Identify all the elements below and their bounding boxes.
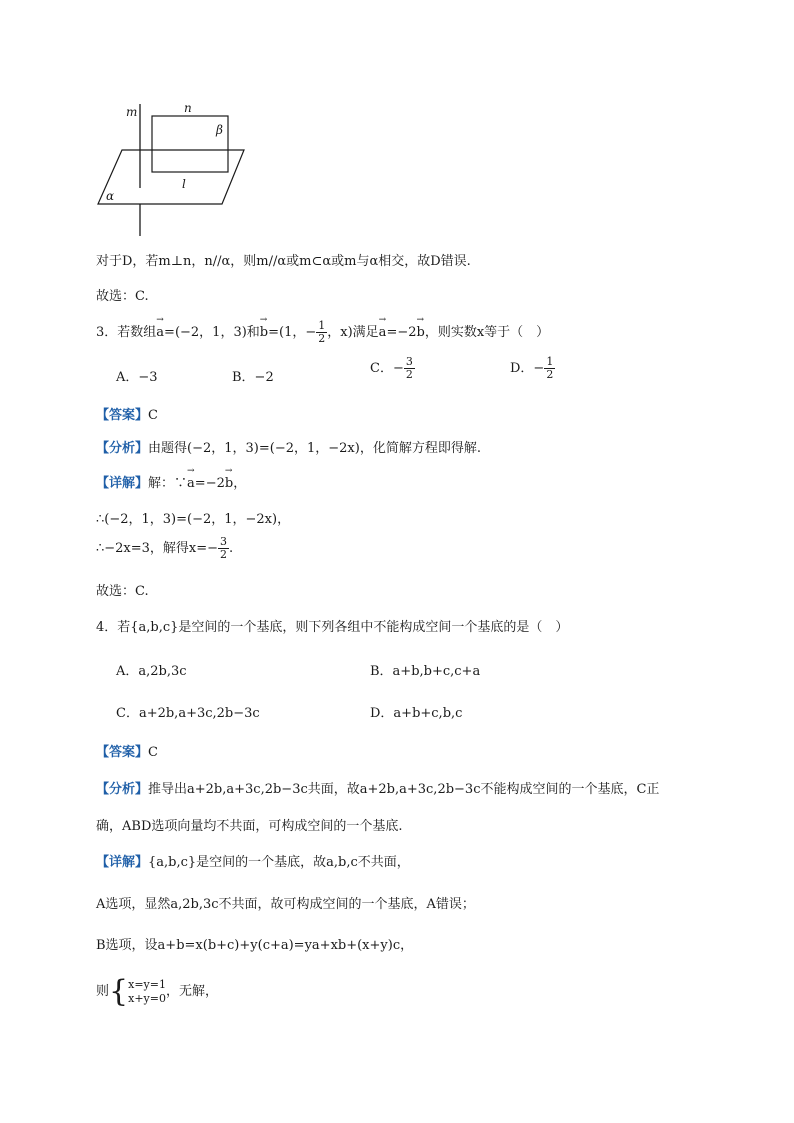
- q4-option-b: B．a+b,b+c,c+a: [370, 664, 481, 679]
- label-l: l: [182, 177, 186, 191]
- q3-stem-b: =(−2，1，3)和: [164, 325, 260, 340]
- q3-stem-d: ，x)满足: [327, 325, 379, 340]
- label-m: m: [126, 105, 138, 119]
- d-statement: 对于D，若m⊥n，n//α，则m//α或m⊂α或m与α相交，故D错误.: [96, 254, 471, 269]
- q3-stem-a: 3．若数组: [96, 325, 157, 340]
- analysis-4-line1: 【分析】推导出a+2b,a+3c,2b−3c共面，故a+2b,a+3c,2b−3c不能构成空间的一个基底，C正: [96, 782, 660, 797]
- q3-stem-c: =(1，−: [268, 325, 317, 340]
- question-4: 4．若{a,b,c}是空间的一个基底，则下列各组中不能构成空间一个基底的是（ ）: [96, 620, 569, 635]
- plane-line-figure: [92, 96, 257, 246]
- q3-option-c: C．− $\frac{3}{2}$: [370, 355, 413, 381]
- plane-alpha: [98, 150, 244, 204]
- vector-b: → b: [260, 325, 268, 340]
- answer-3: 【答案】C: [96, 408, 158, 423]
- label-n: n: [184, 101, 192, 115]
- vector-b-2: → b: [417, 325, 425, 340]
- detail-4-line1: 【详解】{a,b,c}是空间的一个基底，故a,b,c不共面，: [96, 855, 410, 870]
- detail-3-line1: 【详解】解：∵→ a=−2→ b，: [96, 472, 246, 491]
- choose-c-2: 故选：C.: [96, 584, 149, 599]
- detail-4-line4: 则{ x=y=1 x+y=0 ，无解，: [96, 974, 218, 1009]
- label-beta: β: [216, 123, 223, 137]
- vector-a-2: → a: [379, 325, 387, 340]
- fraction-half: $\frac{1}{2}$: [318, 319, 326, 345]
- answer-4: 【答案】C: [96, 745, 158, 760]
- analysis-tag: 【分析】: [96, 441, 149, 456]
- q3-option-a: A．−3: [116, 370, 158, 385]
- q4-option-a: A．a,2b,3c: [116, 664, 187, 679]
- detail-tag: 【详解】: [96, 476, 149, 491]
- q4-option-c: C．a+2b,a+3c,2b−3c: [116, 706, 260, 721]
- vector-a: → a: [156, 325, 164, 340]
- q3-option-b: B．−2: [232, 370, 274, 385]
- q3-stem-f: ，则实数x等于（ ）: [424, 325, 550, 340]
- detail-4-line2: A选项，显然a,2b,3c不共面，故可构成空间的一个基底，A错误；: [96, 897, 475, 912]
- q3-option-d: D．− $\frac{1}{2}$: [510, 355, 554, 381]
- choose-c-1: 故选：C.: [96, 289, 149, 304]
- analysis-3: 【分析】由题得(−2，1，3)=(−2，1，−2x)，化简解方程即得解.: [96, 441, 481, 456]
- answer-tag: 【答案】: [96, 408, 149, 423]
- q4-option-d: D．a+b+c,b,c: [370, 706, 463, 721]
- q3-stem-e: =−2: [386, 325, 417, 340]
- detail-3-line3: ∴−2x=3，解得x=− $\frac{3}{2}$ .: [96, 535, 234, 561]
- label-alpha: α: [106, 189, 115, 203]
- detail-3-line2: ∴(−2，1，3)=(−2，1，−2x)，: [96, 512, 291, 527]
- question-3: [96, 320, 549, 345]
- detail-4-line3: B选项，设a+b=x(b+c)+y(c+a)=ya+xb+(x+y)c，: [96, 938, 414, 953]
- analysis-4-line2: 确，ABD选项向量均不共面，可构成空间的一个基底.: [96, 819, 403, 834]
